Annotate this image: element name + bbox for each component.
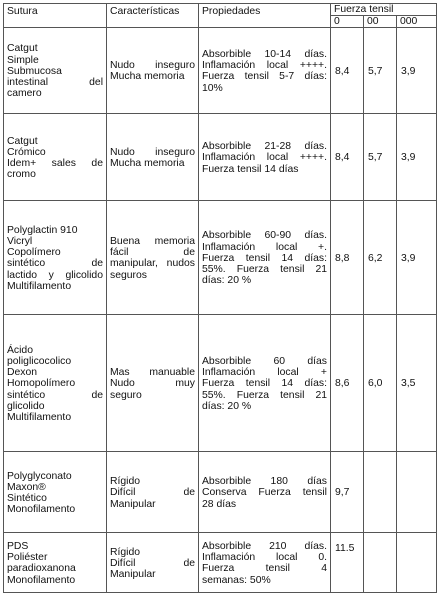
cell-caracteristicas-line: Rígido <box>110 546 141 558</box>
cell-propiedades-line: Inflamación local ++++. <box>202 152 327 164</box>
cell-caracteristicas-line: seguro <box>110 389 142 401</box>
cell-sutura-line: lactido y glicolido <box>7 269 103 281</box>
cell-propiedades <box>199 315 331 452</box>
cell-fuerza-000: 3,9 <box>397 201 437 315</box>
cell-sutura-line: intestinal del <box>7 77 103 88</box>
table-row <box>4 28 437 114</box>
cell-fuerza-000 <box>397 452 437 533</box>
cell-propiedades <box>199 114 331 201</box>
cell-propiedades-line: Fuerza tensil 14 días: <box>202 252 327 264</box>
cell-sutura-line: Simple <box>7 54 39 66</box>
cell-propiedades-line: Absorbible 60 días <box>202 355 327 367</box>
cell-sutura-line: Monofilamento <box>7 504 76 516</box>
cell-sutura <box>4 533 107 593</box>
cell-sutura-line: Catgut <box>7 43 38 55</box>
cell-fuerza-0: 8,6 <box>331 315 364 452</box>
cell-propiedades-line: Fuerza tensil 14 días: <box>202 378 327 390</box>
cell-caracteristicas-line: Rígido <box>110 476 141 488</box>
cell-propiedades-line: Absorbible 21-28 días. <box>202 141 327 153</box>
cell-caracteristicas-line: Nudo inseguro <box>110 146 195 158</box>
cell-fuerza-0: 8,8 <box>331 201 364 315</box>
cell-propiedades-line: 55%. Fuerza tensil 21 <box>202 264 327 275</box>
cell-sutura <box>4 114 107 201</box>
cell-fuerza-00: 6,0 <box>364 315 397 452</box>
cell-propiedades-line: Inflamación local + <box>202 367 327 379</box>
cell-caracteristicas-line: manipular, nudos <box>110 258 195 270</box>
cell-fuerza-00: 5,7 <box>364 28 397 114</box>
header-caracteristicas: Características <box>107 4 199 28</box>
header-fuerza-tensil: Fuerza tensil <box>331 4 437 16</box>
cell-propiedades-line: Fuerza tensil 5-7 días: <box>202 71 327 83</box>
cell-sutura <box>4 315 107 452</box>
cell-caracteristicas <box>107 114 199 201</box>
cell-fuerza-0: 8,4 <box>331 114 364 201</box>
cell-sutura-line: Copolímero <box>7 247 61 259</box>
cell-propiedades-line: 28 días <box>202 498 237 510</box>
cell-sutura-line: Vicryl <box>7 236 33 247</box>
cell-sutura-line: Polyglyconato <box>7 470 72 482</box>
cell-sutura-line: Catgut <box>7 135 38 147</box>
suture-table <box>3 3 437 593</box>
header-sutura: Sutura <box>4 4 107 28</box>
cell-sutura <box>4 28 107 114</box>
header-sub-000: 000 <box>397 16 437 28</box>
cell-propiedades-line: Absorbible 10-14 días. <box>202 49 327 60</box>
table-row <box>4 201 437 315</box>
cell-fuerza-00 <box>364 452 397 533</box>
cell-fuerza-000: 3,9 <box>397 114 437 201</box>
cell-caracteristicas-line: Manipular <box>110 569 156 580</box>
cell-caracteristicas-line: Buena memoria <box>110 236 195 247</box>
cell-fuerza-00: 6,2 <box>364 201 397 315</box>
cell-fuerza-0: 8,4 <box>331 28 364 114</box>
cell-propiedades-line: 55%. Fuerza tensil 21 <box>202 389 327 401</box>
cell-caracteristicas <box>107 533 199 593</box>
cell-fuerza-0: 9,7 <box>331 452 364 533</box>
cell-caracteristicas-line: Mucha memoria <box>110 157 185 169</box>
cell-caracteristicas-line: fácil de <box>110 247 195 259</box>
cell-propiedades-line: semanas: 50% <box>202 574 271 586</box>
table-row <box>4 452 437 533</box>
cell-caracteristicas <box>107 452 199 533</box>
cell-sutura-line: PDS <box>7 541 29 552</box>
cell-sutura-line: paradioxanona <box>7 563 76 575</box>
cell-sutura-line: Multifilamento <box>7 411 72 423</box>
table-row <box>4 114 437 201</box>
cell-sutura-line: sintético de <box>7 389 103 401</box>
cell-propiedades-line: Inflamación local +. <box>202 241 327 253</box>
cell-sutura-line: Homopolímero <box>7 378 76 390</box>
cell-caracteristicas-line: Difícil de <box>110 487 195 499</box>
cell-propiedades-line: Fuerza tensil 4 <box>202 563 327 575</box>
cell-propiedades-line: Absorbible 180 días <box>202 476 327 488</box>
cell-sutura-line: Polyglactin 910 <box>7 224 78 236</box>
cell-propiedades <box>199 28 331 114</box>
cell-sutura <box>4 201 107 315</box>
cell-propiedades <box>199 452 331 533</box>
header-sub-0: 0 <box>331 16 364 28</box>
cell-caracteristicas <box>107 28 199 114</box>
cell-sutura-line: Maxon® <box>7 481 46 493</box>
cell-propiedades-line: Inflamación local ++++. <box>202 60 327 72</box>
cell-caracteristicas-line: Nudo muy <box>110 378 195 390</box>
cell-caracteristicas-line: Difícil de <box>110 557 195 569</box>
cell-sutura-line: Monofilamento <box>7 574 76 586</box>
cell-fuerza-0: 11.5 <box>331 533 364 593</box>
cell-sutura-line: glicolido <box>7 400 45 412</box>
header-propiedades: Propiedades <box>199 4 331 28</box>
table-row <box>4 533 437 593</box>
cell-propiedades <box>199 533 331 593</box>
cell-sutura-line: Sintético <box>7 492 47 504</box>
table-row <box>4 315 437 452</box>
cell-caracteristicas-line: seguros <box>110 269 147 281</box>
cell-propiedades-line: 10% <box>202 82 223 94</box>
cell-caracteristicas <box>107 201 199 315</box>
cell-caracteristicas-line: Nudo inseguro <box>110 60 195 72</box>
cell-caracteristicas-line: Manipular <box>110 498 156 510</box>
cell-fuerza-000 <box>397 533 437 593</box>
cell-propiedades <box>199 201 331 315</box>
cell-caracteristicas-line: Mucha memoria <box>110 71 185 83</box>
cell-fuerza-00 <box>364 533 397 593</box>
cell-sutura-line: Submucosa <box>7 65 62 77</box>
cell-propiedades-line: Absorbible 210 días. <box>202 541 327 552</box>
cell-propiedades-line: días: 20 % <box>202 275 252 287</box>
cell-sutura-line: Dexon <box>7 367 38 379</box>
cell-propiedades-line: Absorbible 60-90 días. <box>202 230 327 242</box>
cell-sutura-line: Ácido <box>7 344 33 356</box>
cell-sutura-line: Idem+ sales de <box>7 157 103 169</box>
cell-fuerza-000: 3,9 <box>397 28 437 114</box>
cell-sutura-line: Crómico <box>7 146 46 158</box>
cell-propiedades-line: días: 20 % <box>202 400 252 412</box>
cell-sutura-line: Multifilamento <box>7 280 72 292</box>
cell-propiedades-line: Inflamación local 0. <box>202 552 327 564</box>
header-sub-00: 00 <box>364 16 397 28</box>
cell-caracteristicas-line: Mas manuable <box>110 367 195 379</box>
cell-sutura-line: cromo <box>7 169 36 181</box>
cell-propiedades-line: Conserva Fuerza tensil <box>202 487 327 499</box>
cell-caracteristicas <box>107 315 199 452</box>
cell-sutura-line: sintético de <box>7 258 103 270</box>
cell-fuerza-00: 5,7 <box>364 114 397 201</box>
cell-sutura <box>4 452 107 533</box>
cell-sutura-line: poliglicocolico <box>7 355 72 367</box>
cell-propiedades-line: Fuerza tensil 14 días <box>202 163 299 175</box>
cell-sutura-line: Poliéster <box>7 552 48 564</box>
cell-sutura-line: camero <box>7 88 42 100</box>
cell-fuerza-000: 3,5 <box>397 315 437 452</box>
